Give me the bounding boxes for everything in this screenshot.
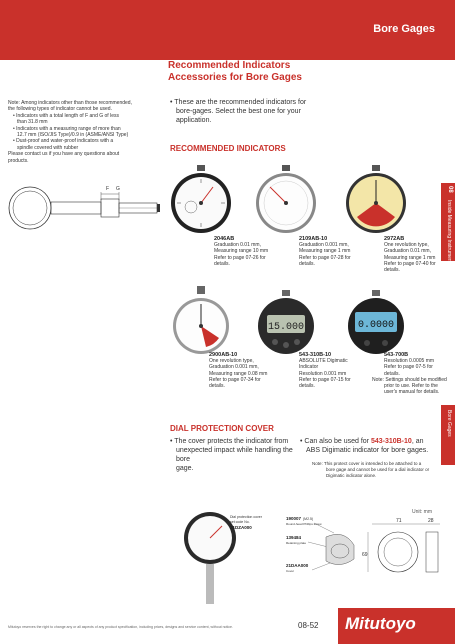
product-spec: Measuring range 10 mm xyxy=(214,248,269,255)
dim-width: 71 xyxy=(396,518,402,524)
callout-cover-set: Dial protection cover xyxy=(230,515,262,519)
note-line: products. xyxy=(8,157,29,164)
part-desc: Round-head Phillips screw xyxy=(286,522,322,526)
intro-line: • These are the recommended indicators for xyxy=(170,99,307,106)
product-spec: Graduation 0.001 mm, xyxy=(299,242,349,249)
product-note: prior to use. Refer to the xyxy=(384,383,438,390)
part-desc: Cover xyxy=(286,569,295,573)
note-bullet: 12.7 mm (ISO/JIS Type)/0.9 in (ASME/ANSI Type) xyxy=(17,132,129,139)
dim-height: 69 xyxy=(362,552,368,558)
digital-indicator-543-310b-10 xyxy=(255,290,317,356)
dpc-model: 543-310B-10 xyxy=(370,438,412,445)
product-spec: Measuring range 1 mm xyxy=(299,248,351,255)
product-spec: Resolution 0.001 mm xyxy=(299,370,347,377)
product-spec: Refer to page 07-26 for xyxy=(214,254,266,261)
product-spec: Indicator xyxy=(299,364,319,371)
parts-callouts xyxy=(284,515,356,585)
side-tab-number: 08 xyxy=(447,186,453,193)
section-title-line1: Recommended Indicators xyxy=(168,60,291,71)
digital-indicator-543-700b xyxy=(345,290,407,356)
product-code: 2046AB xyxy=(214,236,235,242)
product-spec: Refer to page 07-15 for xyxy=(299,376,351,383)
dpc-line: ABS Digimatic indicator for bore gages. xyxy=(306,447,429,454)
product-spec: details. xyxy=(209,383,225,390)
side-tab-label: Inside Measuring Instruments xyxy=(446,200,452,266)
part-number: 21DAA000 xyxy=(286,563,309,568)
section-title xyxy=(168,60,302,84)
lcd-reading: 15.000 xyxy=(267,322,305,333)
product-2046ab xyxy=(214,236,268,267)
dpc-compat xyxy=(300,437,440,455)
product-spec: Measuring range 0.08 mm xyxy=(209,370,268,377)
note-line: the following types of indicator cannot be used. xyxy=(8,106,112,113)
dim-depth: 28 xyxy=(428,518,434,524)
callout-cover-code: 21DZA000 xyxy=(230,525,252,530)
note-bullet: • Indicators with a measuring range of more than xyxy=(13,125,121,132)
label-g: G xyxy=(116,186,120,192)
dial-indicator-2972ab xyxy=(345,165,407,235)
product-spec: Graduation 0.01 mm, xyxy=(384,248,431,255)
part-spec: (M2.5) xyxy=(303,517,314,521)
product-spec: details. xyxy=(214,260,230,267)
product-spec: Refer to page 07-28 for xyxy=(299,254,351,261)
lcd-reading: 0.0000 xyxy=(357,320,395,331)
dpc-description xyxy=(170,437,300,473)
product-spec: Refer to page 07-40 for xyxy=(384,260,436,267)
product-spec: details. xyxy=(299,260,315,267)
label-f: F xyxy=(106,186,110,192)
usage-note xyxy=(8,100,162,164)
note-bullet: • Dust-proof and water-proof indicators with a xyxy=(13,138,114,145)
dpc-line: • The cover protects the indicator from xyxy=(170,438,289,445)
product-spec: details. xyxy=(384,267,400,274)
intro-text xyxy=(170,98,345,125)
product-note: Note: Settings should be modified xyxy=(372,376,447,383)
dpc-note-line: bore gage and cannot be used for a dial indicator or xyxy=(326,466,430,472)
page-title: Bore Gages xyxy=(373,23,435,35)
dial-indicator-2900ab-10 xyxy=(170,286,232,356)
note-bullet: • Indicators with a total length of F and G of less xyxy=(13,112,119,119)
product-spec: One revolution type, xyxy=(209,358,254,365)
dpc-line: gage. xyxy=(176,465,194,472)
product-code: 2109AB-10 xyxy=(299,236,328,242)
dpc-note-line: Note: This protect cover is intended to be attached to a xyxy=(312,461,422,466)
recommended-heading: RECOMMENDED INDICATORS xyxy=(170,144,286,153)
product-spec: Refer to page 07-34 for xyxy=(209,376,261,383)
header-bar xyxy=(0,0,455,60)
product-2972ab xyxy=(384,236,436,273)
dpc-note-line: Digimatic indicator alone. xyxy=(326,472,377,478)
side-tab-label-bore-gages: Bore Gages xyxy=(446,410,452,437)
part-number: 190007 xyxy=(286,516,302,521)
page-number: 08-52 xyxy=(298,621,319,630)
note-bullet: spindle covered with rubber xyxy=(17,144,79,151)
product-spec: details. xyxy=(384,370,400,377)
product-note: user's manual for details. xyxy=(384,389,440,396)
intro-line: application. xyxy=(176,117,212,124)
disclaimer: Mitutoyo reserves the right to change any or all aspects of any product specification, including prices, designs and service content, without notice. xyxy=(8,625,233,629)
dpc-photo xyxy=(168,500,288,610)
callout-cover-set: set code No. xyxy=(230,520,250,524)
dial-protection-heading: DIAL PROTECTION COVER xyxy=(170,424,274,433)
dpc-note xyxy=(312,461,447,478)
intro-line: bore-gages. Select the best one for your xyxy=(176,108,301,115)
unit-label: Unit: mm xyxy=(412,509,432,515)
dpc-line: , an xyxy=(411,438,424,445)
dial-indicator-2046ab xyxy=(170,165,232,235)
product-code: 543-700B xyxy=(384,352,409,358)
product-spec: Measuring range 1 mm xyxy=(384,254,436,261)
product-543-700b xyxy=(372,352,447,396)
note-bullet: than 31.8 mm xyxy=(17,119,48,126)
product-543-310b-10 xyxy=(299,352,351,389)
note-line: Please contact us if you have any questions about xyxy=(8,151,120,158)
product-spec: details. xyxy=(299,383,315,390)
dial-indicator-2109ab-10 xyxy=(255,165,317,235)
product-spec: One revolution type, xyxy=(384,242,429,249)
product-code: 2972AB xyxy=(384,236,405,242)
dpc-line: • Can also be used for xyxy=(300,438,371,445)
note-line: Note: Among indicators other than those recommended, xyxy=(8,100,132,106)
part-desc: Retaining plate xyxy=(286,541,307,545)
product-2900ab-10 xyxy=(209,352,267,389)
product-spec: Graduation 0.001 mm, xyxy=(209,364,259,371)
section-title-line2: Accessories for Bore Gages xyxy=(168,72,302,83)
product-spec: ABSOLUTE Digimatic xyxy=(299,358,348,365)
product-spec: Refer to page 07-5 for xyxy=(384,364,433,371)
part-number: 139484 xyxy=(286,535,302,540)
product-code: 2900AB-10 xyxy=(209,352,238,358)
product-spec: Resolution 0.0005 mm xyxy=(384,358,435,365)
bore-gage-diagram xyxy=(8,178,160,238)
product-code: 543-310B-10 xyxy=(299,352,332,358)
dpc-line: unexpected impact while handling the bore xyxy=(176,447,293,463)
product-2109ab-10 xyxy=(299,236,351,267)
product-spec: Graduation 0.01 mm, xyxy=(214,242,261,249)
dimension-drawing xyxy=(362,518,442,583)
brand-logo: Mitutoyo xyxy=(345,614,416,633)
